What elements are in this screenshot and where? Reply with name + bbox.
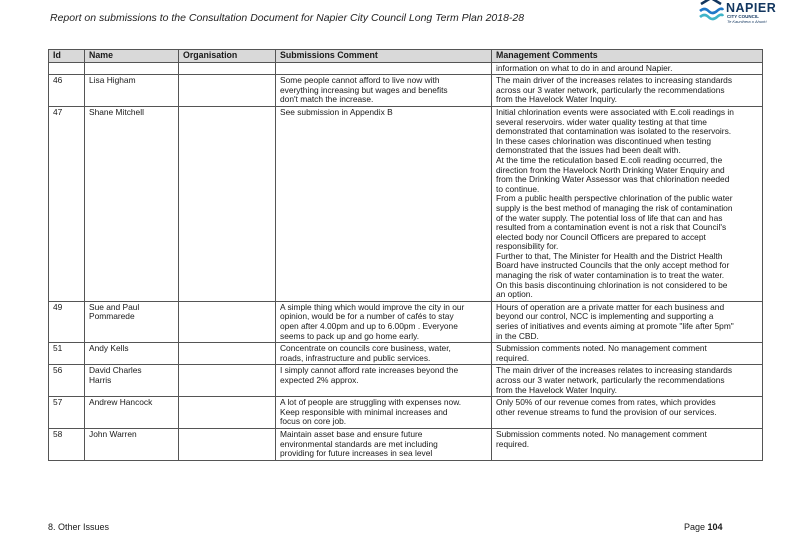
- cell-organisation: [179, 343, 276, 365]
- cell-id: 56: [49, 365, 85, 397]
- cell-id: 51: [49, 343, 85, 365]
- cell-submission-comment: Maintain asset base and ensure future environmental standards are met including providing for future increases in sea level: [276, 428, 492, 460]
- cell-management-comment: Initial chlorination events were associated with E.coli readings in several reservoirs. wider water quality testing at that time demonstrated that contamination was isolated to the reservoirs. In these cases chlorination was discontinued when testing demonstrated that the issues had been dealt with. At the time the reticulation based E.coli reading occurred, the direction from the Havelock North Drinking Water Enquiry and from the Drinking Water Assessor was that chlorination needed to continue. From a public health perspective chlorination of the public water supply is the best method of managing the risk of contamination of the water supply. The potential loss of life that can and has resulted from a contamination event is not a risk that Council's elected body nor Council Officers are prepared to accept responsibility for. Further to that, The Minister for Health and the District Health Board have instructed Councils that the only accept method for managing the risk of water contamination is to treat the water. On this basis discontinuing chlorination is not considered to be an option.: [492, 106, 763, 301]
- cell-management-comment: information on what to do in and around Napier.: [492, 62, 763, 75]
- cell-organisation: [179, 365, 276, 397]
- footer-page-label: Page: [684, 522, 706, 532]
- header-organisation: Organisation: [179, 50, 276, 63]
- cell-id: 47: [49, 106, 85, 301]
- table-row: [49, 301, 763, 342]
- cell-submission-comment: A simple thing which would improve the city in our opinion, would be for a number of cafés to stay open after 4.00pm and up to 6.00pm . Everyone seems to pack up and go home early.: [276, 301, 492, 342]
- table-row: [49, 428, 763, 460]
- cell-id: 46: [49, 75, 85, 107]
- cell-management-comment: The main driver of the increases relates to increasing standards across our 3 water network, particularly the recommendations from the Havelock Water Inquiry.: [492, 75, 763, 107]
- cell-submission-comment: [276, 62, 492, 75]
- table-row: [49, 106, 763, 301]
- report-header-title: Report on submissions to the Consultation Document for Napier City Council Long Term Plan 2018-28: [50, 12, 525, 24]
- cell-submission-comment: A lot of people are struggling with expenses now. Keep responsible with minimal increases and focus on core job.: [276, 397, 492, 429]
- cell-name: Andrew Hancock: [85, 397, 179, 429]
- cell-submission-comment: See submission in Appendix B: [276, 106, 492, 301]
- cell-submission-comment: Some people cannot afford to live now with everything increasing but wages and benefits don't match the increase.: [276, 75, 492, 107]
- header-id: Id: [49, 50, 85, 63]
- footer-section: 8. Other Issues: [48, 522, 110, 532]
- cell-name: [85, 62, 179, 75]
- cell-name: Sue and Paul Pommarede: [85, 301, 179, 342]
- cell-id: [49, 62, 85, 75]
- cell-organisation: [179, 301, 276, 342]
- header-management-comments: Management Comments: [492, 50, 763, 63]
- cell-name: David Charles Harris: [85, 365, 179, 397]
- napier-logo-icon: [698, 0, 724, 24]
- cell-name: Shane Mitchell: [85, 106, 179, 301]
- table-row: [49, 397, 763, 429]
- cell-organisation: [179, 397, 276, 429]
- logo-name: NAPIER: [726, 1, 777, 15]
- submissions-table: [48, 49, 763, 461]
- cell-name: Andy Kells: [85, 343, 179, 365]
- cell-management-comment: The main driver of the increases relates to increasing standards across our 3 water network, particularly the recommendations from the Havelock Water Inquiry.: [492, 365, 763, 397]
- cell-management-comment: Submission comments noted. No management comment required.: [492, 343, 763, 365]
- table-row: [49, 365, 763, 397]
- cell-id: 57: [49, 397, 85, 429]
- cell-organisation: [179, 75, 276, 107]
- cell-id: 49: [49, 301, 85, 342]
- footer-page-number: 104: [707, 522, 723, 532]
- logo-tagline: Te Kaunihera o Ahuriri: [727, 19, 767, 24]
- napier-logo: [698, 0, 788, 26]
- header-submissions-comment: Submissions Comment: [276, 50, 492, 63]
- cell-management-comment: Submission comments noted. No management comment required.: [492, 428, 763, 460]
- footer-page: [684, 522, 723, 532]
- logo-subtitle: CITY COUNCIL: [727, 14, 759, 19]
- cell-submission-comment: I simply cannot afford rate increases beyond the expected 2% approx.: [276, 365, 492, 397]
- cell-management-comment: Hours of operation are a private matter for each business and beyond our control, NCC is implementing and supporting a series of initiatives and events aiming at promote "life after 5pm" in the CBD.: [492, 301, 763, 342]
- table-row: [49, 62, 763, 75]
- table-row: [49, 343, 763, 365]
- cell-submission-comment: Concentrate on councils core business, water, roads, infrastructure and public services.: [276, 343, 492, 365]
- table-header-row: [49, 50, 763, 63]
- cell-organisation: [179, 62, 276, 75]
- cell-name: Lisa Higham: [85, 75, 179, 107]
- header-name: Name: [85, 50, 179, 63]
- cell-id: 58: [49, 428, 85, 460]
- table-row: [49, 75, 763, 107]
- cell-organisation: [179, 428, 276, 460]
- cell-organisation: [179, 106, 276, 301]
- cell-name: John Warren: [85, 428, 179, 460]
- cell-management-comment: Only 50% of our revenue comes from rates, which provides other revenue streams to fund the provision of our services.: [492, 397, 763, 429]
